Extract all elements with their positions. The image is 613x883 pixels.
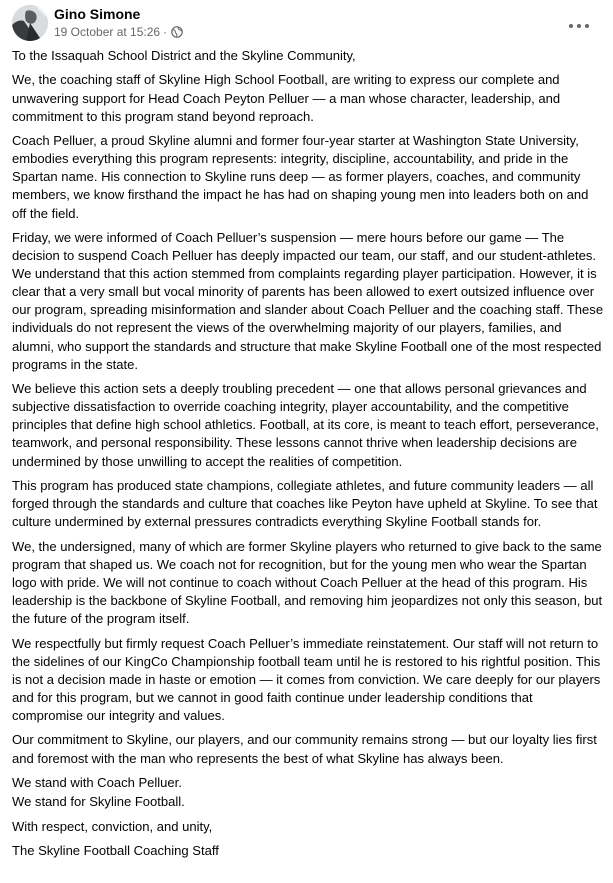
post-body [12, 47, 606, 867]
post-paragraph: Coach Pelluer, a proud Skyline alumni and former four-year starter at Washington State University, embodies everything this program represents: integrity, discipline, accountability, and pride in the Spartan name. His connection to Skyline runs deep — as former players, coaches, and community members, we know firsthand the impact he has had on shaping young men into leaders both on and off the field. [12, 133, 589, 221]
post-timestamp[interactable]: 19 October at 15:26 [54, 25, 161, 39]
post-paragraph: To the Issaquah School District and the Skyline Community, [12, 48, 356, 63]
post-paragraph: We believe this action sets a deeply troubling precedent — one that allows personal grievances and subjective dissatisfaction to override coaching integrity, player accountability, and the competitive principles that define high school athletics. Football, at its core, is meant to teach effort, perseverance, teamwork, and personal responsibility. These lessons cannot thrive when leadership decisions are undermined by those unwilling to accept the realities of competition. [12, 381, 599, 469]
globe-icon[interactable] [171, 26, 183, 38]
post-paragraph: Friday, we were informed of Coach Pelluer’s suspension — mere hours before our game — The decision to suspend Coach Pelluer has deeply impacted our team, our staff, and our student-athletes. We understand that this action stemmed from complaints regarding player participation. However, it is clear that a very small but vocal minority of parents has been allowed to exert outsized influence over our program, spreading misinformation and slander about Coach Pelluer and the coaching staff. These individuals do not represent the views of the overwhelming majority of our players, families, and alumni, who support the standards and structure that make Skyline Football one of the most respected programs in the state. [12, 230, 604, 372]
avatar[interactable] [12, 5, 48, 41]
meta-separator: · [163, 25, 168, 39]
post-paragraph: With respect, conviction, and unity, [12, 818, 213, 834]
post-paragraph: We, the undersigned, many of which are former Skyline players who returned to give back to the same program that shaped us. We coach not for recognition, but for the young men who wear the Spartan logo with pride. We will not continue to coach without Coach Pelluer at the head of this program. His leadership is the backbone of Skyline Football, and removing him jeopardizes not only this season, but the future of the program itself. [12, 538, 603, 627]
post-header [0, 0, 613, 44]
post-paragraph: This program has produced state champions, collegiate athletes, and future community leaders — all forged through the standards and culture that coaches like Peyton have upheld at Skyline. To see that culture undermined by external pressures contradicts everything Skyline Football stands for. [12, 478, 598, 530]
post-paragraph: Our commitment to Skyline, our players, and our community remains strong — but our loyalty lies first and foremost with the man who represents the best of what Skyline has always been. [12, 732, 597, 766]
post-meta [54, 24, 183, 40]
post-paragraph: We stand with Coach Pelluer. [12, 774, 182, 790]
avatar-image [12, 5, 48, 41]
post-paragraph: The Skyline Football Coaching Staff [12, 843, 219, 859]
post-paragraph: We, the coaching staff of Skyline High School Football, are writing to express our complete and unwavering support for Head Coach Peyton Pelluer — a man whose character, leadership, and commitment to this program stand beyond reproach. [12, 72, 561, 124]
post-paragraph: We respectfully but firmly request Coach Pelluer’s immediate reinstatement. Our staff will not return to the sidelines of our KingCo Championship football team until he is restored to his rightful position. This is not a decision made in haste or emotion — it comes from conviction. We care deeply for our players and for this program, but we cannot in good faith continue under leadership conditions that compromise our integrity and values. [12, 635, 601, 723]
more-options-icon[interactable] [575, 8, 603, 28]
post-paragraph: We stand for Skyline Football. [12, 794, 185, 810]
author-name[interactable]: Gino Simone [54, 6, 141, 22]
